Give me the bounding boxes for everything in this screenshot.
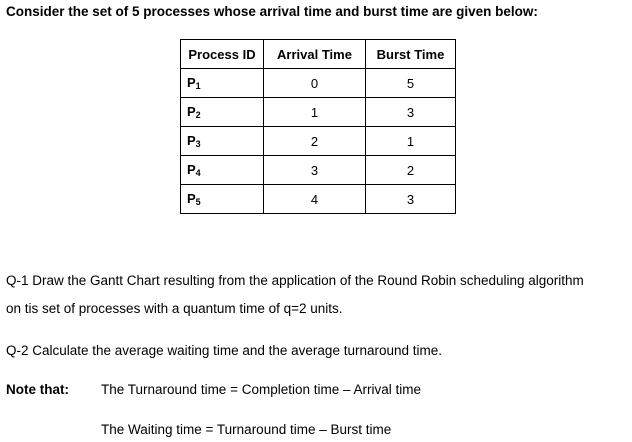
process-subscript: 3 (195, 139, 201, 149)
table-row (181, 69, 456, 98)
burst-time-cell: 5 (366, 69, 456, 98)
process-id-cell (181, 98, 264, 127)
process-id-cell (181, 156, 264, 185)
table-row (181, 156, 456, 185)
header-arrival-time: Arrival Time (264, 40, 366, 69)
arrival-time-cell: 4 (264, 185, 366, 214)
process-letter: P (187, 191, 196, 206)
table-row (181, 185, 456, 214)
header-burst-time: Burst Time (366, 40, 456, 69)
question-1-line-1: Q-1 Draw the Gantt Chart resulting from the application of the Round Robin scheduling algorithm (6, 273, 584, 288)
process-id-cell (181, 127, 264, 156)
process-letter: P (187, 133, 196, 148)
process-id-cell (181, 69, 264, 98)
burst-time-cell: 3 (366, 98, 456, 127)
note-waiting-formula: The Waiting time = Turnaround time – Burst time (101, 422, 392, 437)
burst-time-cell: 2 (366, 156, 456, 185)
question-2: Q-2 Calculate the average waiting time and the average turnaround time. (6, 343, 443, 358)
arrival-time-cell: 3 (264, 156, 366, 185)
process-id-cell (181, 185, 264, 214)
process-subscript: 2 (195, 110, 201, 120)
arrival-time-cell: 0 (264, 69, 366, 98)
question-1-line-2: on tis set of processes with a quantum time of q=2 units. (6, 301, 343, 316)
arrival-time-cell: 2 (264, 127, 366, 156)
problem-heading: Consider the set of 5 processes whose arrival time and burst time are given below: (6, 4, 538, 19)
burst-time-cell: 3 (366, 185, 456, 214)
process-letter: P (187, 162, 196, 177)
process-subscript: 5 (195, 197, 201, 207)
table-row (181, 98, 456, 127)
table-row (181, 127, 456, 156)
process-letter: P (187, 104, 196, 119)
header-process-id: Process ID (181, 40, 264, 69)
process-letter: P (187, 75, 196, 90)
table-header-row (181, 40, 456, 69)
note-turnaround-formula: The Turnaround time = Completion time – Arrival time (101, 382, 422, 397)
arrival-time-cell: 1 (264, 98, 366, 127)
note-label: Note that: (6, 382, 69, 397)
burst-time-cell: 1 (366, 127, 456, 156)
process-subscript: 4 (195, 168, 201, 178)
process-subscript: 1 (195, 81, 201, 91)
process-table (180, 39, 456, 214)
